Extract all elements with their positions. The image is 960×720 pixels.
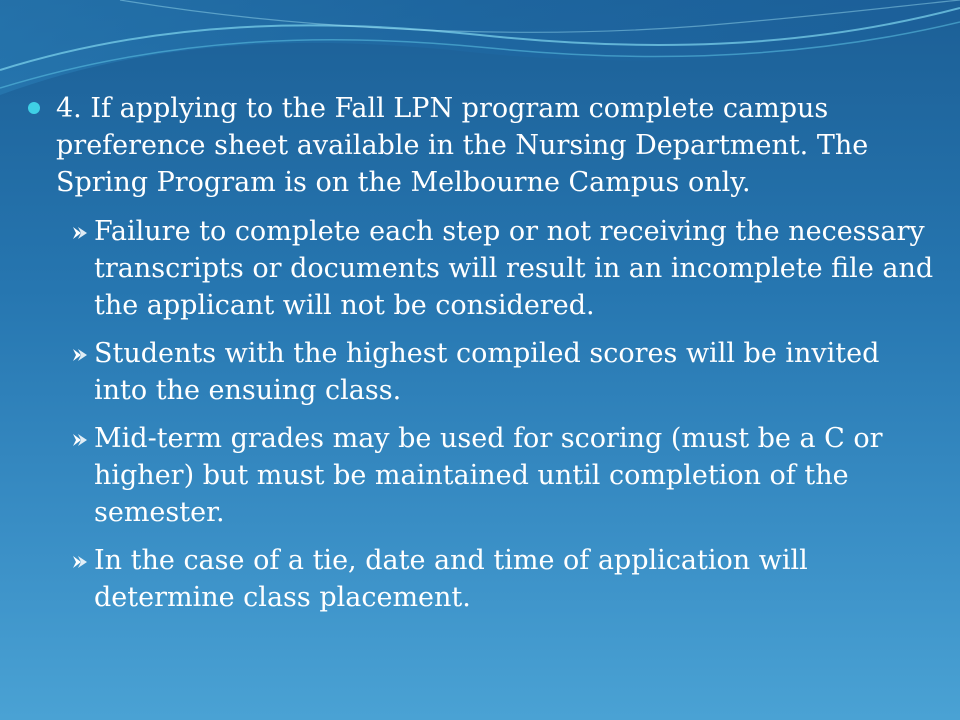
arrow-bullet-icon bbox=[72, 555, 88, 569]
sub-bullet bbox=[94, 420, 940, 531]
arrow-bullet-icon bbox=[72, 433, 88, 447]
bullet-dot-icon bbox=[28, 102, 40, 114]
slide-content bbox=[0, 90, 960, 627]
main-bullet bbox=[56, 90, 938, 201]
sub-bullet bbox=[94, 335, 940, 409]
sub-bullet-text: Mid-term grades may be used for scoring (must be a C or higher) but must be maintained until completion of the semester. bbox=[94, 423, 883, 528]
main-bullet-text: 4. If applying to the Fall LPN program complete campus preference sheet available in the Nursing Department. The Spring Program is on the Melbourne Campus only. bbox=[56, 93, 869, 198]
sub-bullet-text: Students with the highest compiled scores will be invited into the ensuing class. bbox=[94, 338, 880, 406]
arrow-bullet-icon bbox=[72, 226, 88, 240]
arrow-bullet-icon bbox=[72, 348, 88, 362]
sub-bullet-list bbox=[0, 213, 960, 616]
sub-bullet-text: Failure to complete each step or not receiving the necessary transcripts or documents will result in an incomplete file and the applicant will not be considered. bbox=[94, 216, 934, 321]
sub-bullet-text: In the case of a tie, date and time of application will determine class placement. bbox=[94, 545, 808, 613]
sub-bullet bbox=[94, 542, 940, 616]
sub-bullet bbox=[94, 213, 940, 324]
